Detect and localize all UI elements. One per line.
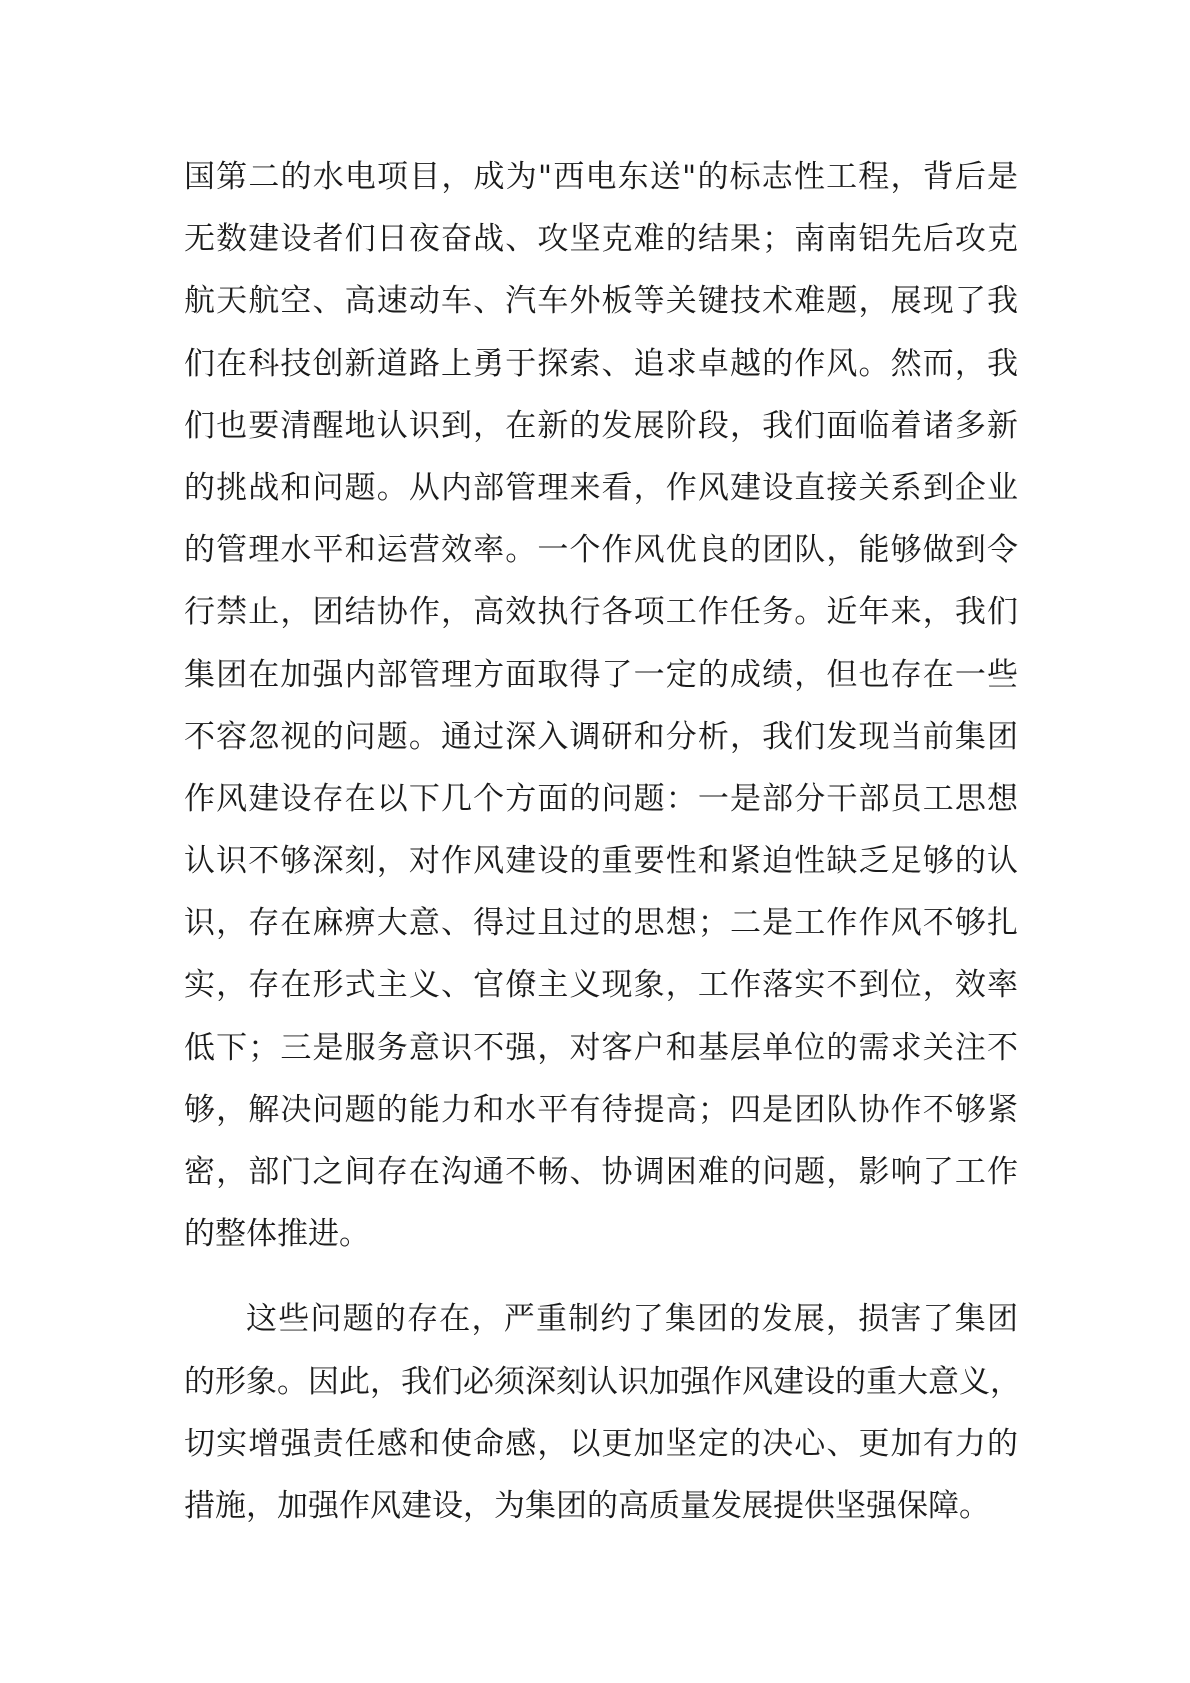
text-line: 的整体推进。 [184,1216,370,1253]
text-line: 的形象。因此，我们必须深刻认识加强作风建设的重大意义， [184,1363,1021,1400]
text-line: 低下；三是服务意识不强，对客户和基层单位的需求关注不 [184,1029,1018,1066]
text-line: 航天航空、高速动车、汽车外板等关键技术难题，展现了我 [184,283,1018,320]
text-line: 措施，加强作风建设，为集团的高质量发展提供坚强保障。 [184,1487,990,1524]
text-line: 密，部门之间存在沟通不畅、协调困难的问题，影响了工作 [184,1154,1018,1190]
paragraph-1 [184,146,1018,1265]
text-line: 们在科技创新道路上勇于探索、追求卓越的作风。然而，我 [184,345,1018,382]
text-line: 无数建设者们日夜奋战、攻坚克难的结果；南南铝先后攻克 [184,221,1018,258]
paragraph-2 [184,1288,1021,1537]
text-line: 够，解决问题的能力和水平有待提高；四是团队协作不够紧 [184,1091,1018,1128]
text-line: 国第二的水电项目，成为"西电东送"的标志性工程，背后是 [184,159,1018,195]
text-line: 不容忽视的问题。通过深入调研和分析，我们发现当前集团 [184,718,1018,755]
text-line: 切实增强责任感和使命感，以更加坚定的决心、更加有力的 [184,1425,1018,1462]
text-line: 行禁止，团结协作，高效执行各项工作任务。近年来，我们 [184,594,1018,631]
text-line: 实，存在形式主义、官僚主义现象，工作落实不到位，效率 [184,967,1018,1004]
text-line: 这些问题的存在，严重制约了集团的发展，损害了集团 [246,1301,1018,1338]
body-text [184,146,1021,1537]
text-line: 的管理水平和运营效率。一个作风优良的团队，能够做到令 [184,532,1018,569]
text-line: 作风建设存在以下几个方面的问题：一是部分干部员工思想 [184,780,1018,817]
text-line: 认识不够深刻，对作风建设的重要性和紧迫性缺乏足够的认 [184,843,1018,880]
text-line: 识，存在麻痹大意、得过且过的思想；二是工作作风不够扎 [184,905,1018,942]
text-line: 集团在加强内部管理方面取得了一定的成绩，但也存在一些 [184,656,1018,693]
paragraph-spacing [184,1265,1018,1288]
text-line: 们也要清醒地认识到，在新的发展阶段，我们面临着诸多新 [184,407,1018,444]
text-line: 的挑战和问题。从内部管理来看，作风建设直接关系到企业 [184,469,1018,506]
